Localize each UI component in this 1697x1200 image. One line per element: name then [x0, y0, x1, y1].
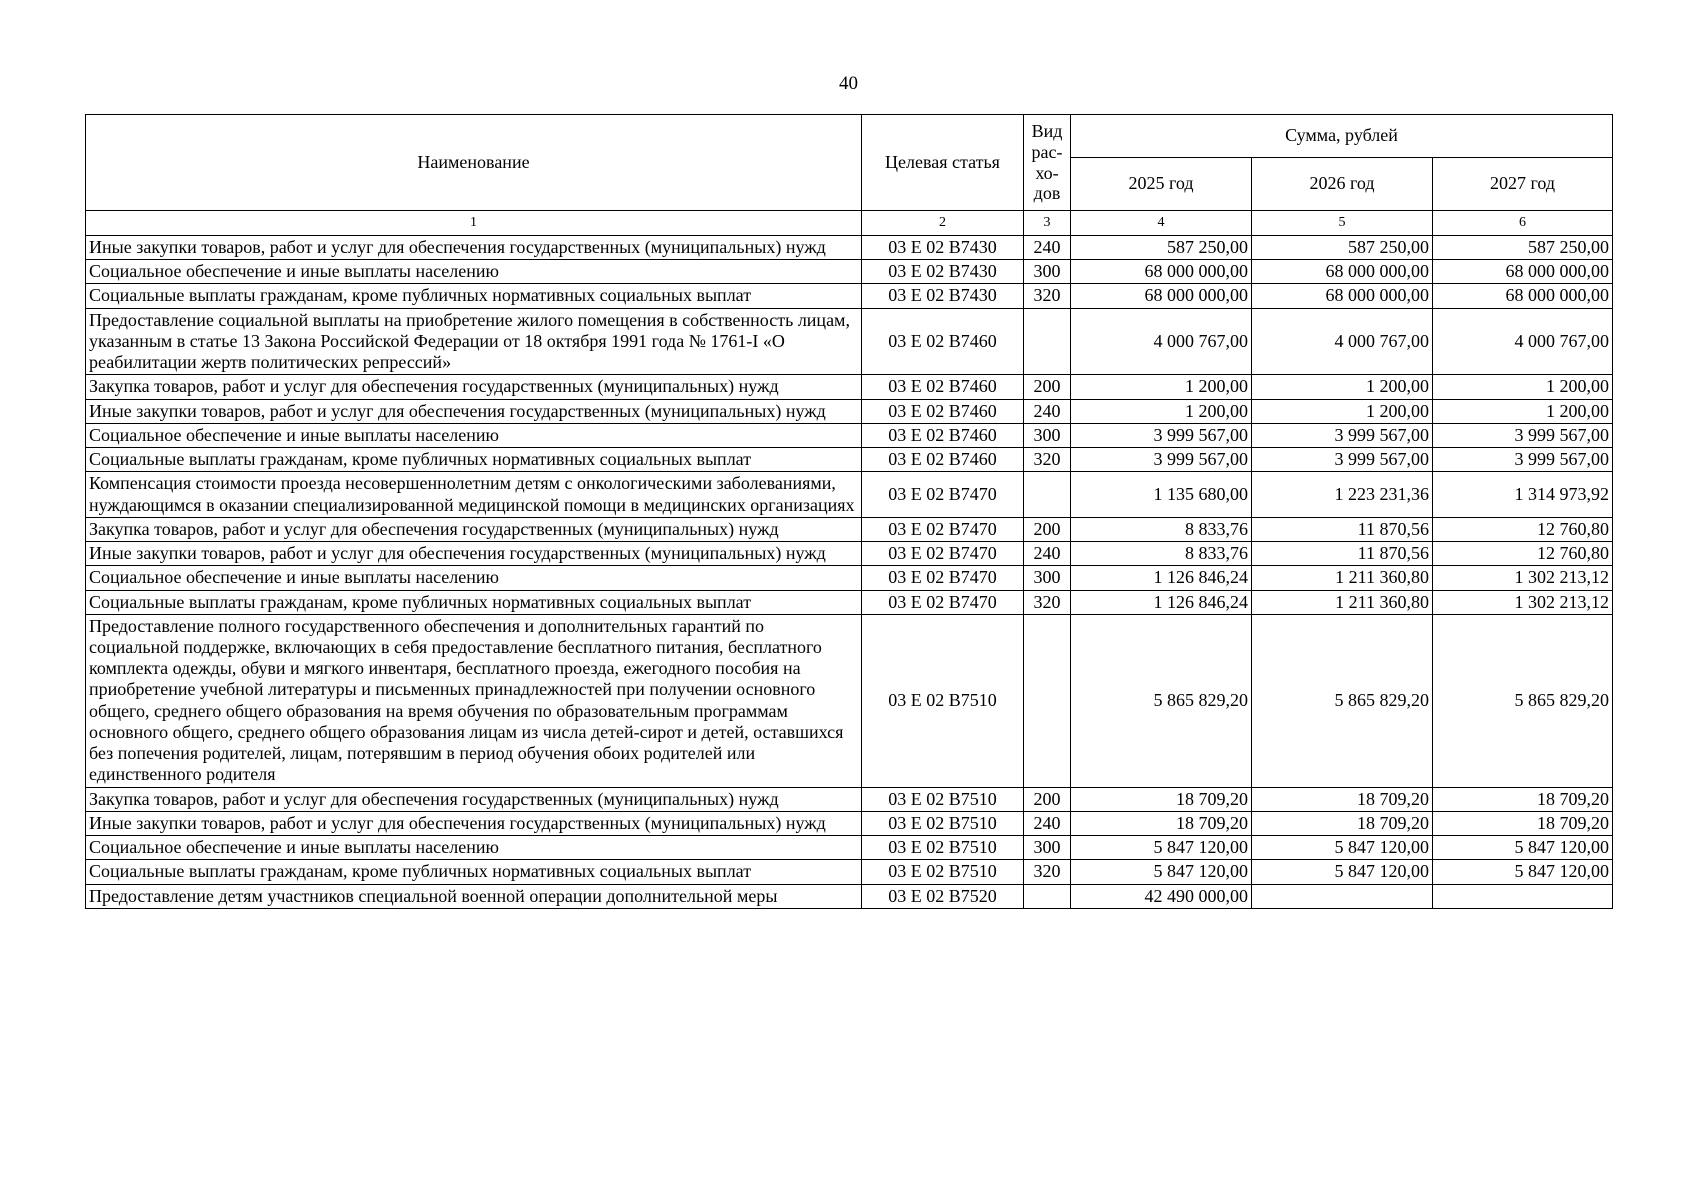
table-row	[86, 542, 1613, 566]
header-type: Вид рас-хо-дов	[1024, 115, 1071, 211]
row-sum-2025: 1 126 846,24	[1071, 590, 1252, 614]
row-name: Закупка товаров, работ и услуг для обеспечения государственных (муниципальных) нужд	[86, 787, 862, 811]
row-name: Иные закупки товаров, работ и услуг для обеспечения государственных (муниципальных) нужд	[86, 236, 862, 260]
table-row	[86, 399, 1613, 423]
row-expense-type	[1024, 472, 1071, 517]
header-name: Наименование	[86, 115, 862, 211]
row-expense-type: 320	[1024, 284, 1071, 308]
column-number: 1	[86, 211, 862, 236]
row-sum-2026: 1 211 360,80	[1252, 566, 1433, 590]
column-number: 5	[1252, 211, 1433, 236]
row-expense-type: 200	[1024, 787, 1071, 811]
row-sum-2025: 42 490 000,00	[1071, 884, 1252, 908]
table-row	[86, 614, 1613, 787]
row-expense-type: 300	[1024, 836, 1071, 860]
row-sum-2026: 3 999 567,00	[1252, 448, 1433, 472]
row-target-article: 03 Е 02 В7470	[862, 517, 1024, 541]
row-expense-type	[1024, 884, 1071, 908]
row-target-article: 03 Е 02 В7510	[862, 614, 1024, 787]
row-sum-2026: 5 847 120,00	[1252, 860, 1433, 884]
row-target-article: 03 Е 02 В7510	[862, 836, 1024, 860]
row-target-article: 03 Е 02 В7460	[862, 399, 1024, 423]
row-sum-2026: 1 200,00	[1252, 399, 1433, 423]
table-row	[86, 884, 1613, 908]
row-target-article: 03 Е 02 В7470	[862, 542, 1024, 566]
row-name: Социальное обеспечение и иные выплаты населению	[86, 260, 862, 284]
row-target-article: 03 Е 02 В7460	[862, 375, 1024, 399]
row-sum-2026: 68 000 000,00	[1252, 260, 1433, 284]
row-name: Социальное обеспечение и иные выплаты населению	[86, 423, 862, 447]
row-target-article: 03 Е 02 В7510	[862, 787, 1024, 811]
row-target-article: 03 Е 02 В7430	[862, 284, 1024, 308]
column-number: 4	[1071, 211, 1252, 236]
budget-table	[85, 114, 1613, 909]
row-sum-2026: 1 223 231,36	[1252, 472, 1433, 517]
row-sum-2026: 1 211 360,80	[1252, 590, 1433, 614]
header-year-2026: 2026 год	[1252, 158, 1433, 211]
row-target-article: 03 Е 02 В7460	[862, 308, 1024, 375]
row-sum-2026: 3 999 567,00	[1252, 423, 1433, 447]
row-expense-type: 300	[1024, 260, 1071, 284]
table-row	[86, 836, 1613, 860]
row-expense-type: 320	[1024, 448, 1071, 472]
row-expense-type: 300	[1024, 566, 1071, 590]
row-target-article: 03 Е 02 В7460	[862, 423, 1024, 447]
row-sum-2027: 68 000 000,00	[1433, 284, 1613, 308]
table-row	[86, 236, 1613, 260]
row-expense-type: 240	[1024, 542, 1071, 566]
row-name: Иные закупки товаров, работ и услуг для обеспечения государственных (муниципальных) нужд	[86, 542, 862, 566]
row-sum-2027: 3 999 567,00	[1433, 448, 1613, 472]
row-sum-2026: 5 847 120,00	[1252, 836, 1433, 860]
row-expense-type: 240	[1024, 399, 1071, 423]
table-row	[86, 308, 1613, 375]
row-sum-2025: 1 200,00	[1071, 399, 1252, 423]
table-row	[86, 472, 1613, 517]
row-target-article: 03 Е 02 В7470	[862, 590, 1024, 614]
row-sum-2025: 18 709,20	[1071, 787, 1252, 811]
row-expense-type: 240	[1024, 236, 1071, 260]
row-sum-2027: 3 999 567,00	[1433, 423, 1613, 447]
row-name: Социальные выплаты гражданам, кроме публичных нормативных социальных выплат	[86, 590, 862, 614]
row-sum-2026	[1252, 884, 1433, 908]
row-sum-2027: 587 250,00	[1433, 236, 1613, 260]
row-sum-2027: 4 000 767,00	[1433, 308, 1613, 375]
row-target-article: 03 Е 02 В7430	[862, 236, 1024, 260]
row-sum-2027: 5 865 829,20	[1433, 614, 1613, 787]
row-sum-2027: 1 200,00	[1433, 375, 1613, 399]
row-sum-2026: 5 865 829,20	[1252, 614, 1433, 787]
column-number: 2	[862, 211, 1024, 236]
row-sum-2027: 18 709,20	[1433, 811, 1613, 835]
row-name: Социальные выплаты гражданам, кроме публичных нормативных социальных выплат	[86, 284, 862, 308]
row-expense-type: 300	[1024, 423, 1071, 447]
row-name: Иные закупки товаров, работ и услуг для обеспечения государственных (муниципальных) нужд	[86, 811, 862, 835]
row-sum-2025: 5 865 829,20	[1071, 614, 1252, 787]
table-row	[86, 260, 1613, 284]
header-sum-group: Сумма, рублей	[1071, 115, 1613, 158]
row-name: Закупка товаров, работ и услуг для обеспечения государственных (муниципальных) нужд	[86, 517, 862, 541]
row-target-article: 03 Е 02 В7470	[862, 566, 1024, 590]
row-name: Закупка товаров, работ и услуг для обеспечения государственных (муниципальных) нужд	[86, 375, 862, 399]
row-target-article: 03 Е 02 В7460	[862, 448, 1024, 472]
column-number: 6	[1433, 211, 1613, 236]
row-name: Предоставление полного государственного обеспечения и дополнительных гарантий по социальной поддержке, включающих в себя предоставление бесплатного питания, бесплатного комплекта одежды, обуви и мягкого инвентаря, бесплатного проезда, ежегодного пособия на приобретение учебной литературы и письменных принадлежностей при получении основного общего, среднего общего образования на время обучения по образовательным программам основного общего, среднего общего образования лицам из числа детей-сирот и детей, оставшихся без попечения родителей, лицам, потерявшим в период обучения обоих родителей или единственного родителя	[86, 614, 862, 787]
row-name: Предоставление социальной выплаты на приобретение жилого помещения в собственность лицам, указанным в статье 13 Закона Российской Федерации от 18 октября 1991 года № 1761-I «О реабилитации жертв политических репрессий»	[86, 308, 862, 375]
row-sum-2026: 11 870,56	[1252, 517, 1433, 541]
row-sum-2027	[1433, 884, 1613, 908]
row-expense-type	[1024, 614, 1071, 787]
table-row	[86, 590, 1613, 614]
row-expense-type: 200	[1024, 517, 1071, 541]
row-expense-type	[1024, 308, 1071, 375]
row-sum-2025: 4 000 767,00	[1071, 308, 1252, 375]
row-sum-2027: 5 847 120,00	[1433, 836, 1613, 860]
row-sum-2025: 5 847 120,00	[1071, 836, 1252, 860]
row-sum-2027: 68 000 000,00	[1433, 260, 1613, 284]
row-name: Предоставление детям участников специальной военной операции дополнительной меры	[86, 884, 862, 908]
table-row	[86, 517, 1613, 541]
row-sum-2025: 3 999 567,00	[1071, 448, 1252, 472]
table-row	[86, 860, 1613, 884]
row-sum-2025: 1 200,00	[1071, 375, 1252, 399]
row-sum-2025: 8 833,76	[1071, 517, 1252, 541]
row-sum-2026: 68 000 000,00	[1252, 284, 1433, 308]
table-row	[86, 448, 1613, 472]
row-target-article: 03 Е 02 В7430	[862, 260, 1024, 284]
header-row	[86, 115, 1613, 158]
row-sum-2026: 18 709,20	[1252, 811, 1433, 835]
column-number: 3	[1024, 211, 1071, 236]
row-name: Иные закупки товаров, работ и услуг для обеспечения государственных (муниципальных) нужд	[86, 399, 862, 423]
row-sum-2027: 12 760,80	[1433, 517, 1613, 541]
row-name: Компенсация стоимости проезда несовершеннолетним детям с онкологическими заболеваниями, нуждающимся в оказании специализированной медицинской помощи в медицинских организациях	[86, 472, 862, 517]
row-expense-type: 320	[1024, 590, 1071, 614]
row-sum-2025: 5 847 120,00	[1071, 860, 1252, 884]
row-target-article: 03 Е 02 В7470	[862, 472, 1024, 517]
row-name: Социальное обеспечение и иные выплаты населению	[86, 836, 862, 860]
row-sum-2025: 1 135 680,00	[1071, 472, 1252, 517]
row-sum-2027: 5 847 120,00	[1433, 860, 1613, 884]
header-code: Целевая статья	[862, 115, 1024, 211]
row-sum-2025: 18 709,20	[1071, 811, 1252, 835]
row-sum-2027: 18 709,20	[1433, 787, 1613, 811]
table-row	[86, 811, 1613, 835]
table-row	[86, 423, 1613, 447]
row-target-article: 03 Е 02 В7510	[862, 860, 1024, 884]
row-sum-2025: 587 250,00	[1071, 236, 1252, 260]
row-sum-2025: 68 000 000,00	[1071, 284, 1252, 308]
header-year-2027: 2027 год	[1433, 158, 1613, 211]
row-sum-2027: 1 302 213,12	[1433, 566, 1613, 590]
row-name: Социальное обеспечение и иные выплаты населению	[86, 566, 862, 590]
row-sum-2025: 1 126 846,24	[1071, 566, 1252, 590]
table-row	[86, 284, 1613, 308]
row-sum-2026: 4 000 767,00	[1252, 308, 1433, 375]
row-sum-2025: 3 999 567,00	[1071, 423, 1252, 447]
row-sum-2027: 1 314 973,92	[1433, 472, 1613, 517]
row-sum-2025: 8 833,76	[1071, 542, 1252, 566]
page-number: 40	[839, 73, 858, 94]
row-name: Социальные выплаты гражданам, кроме публичных нормативных социальных выплат	[86, 860, 862, 884]
header-year-2025: 2025 год	[1071, 158, 1252, 211]
row-sum-2027: 1 302 213,12	[1433, 590, 1613, 614]
row-expense-type: 240	[1024, 811, 1071, 835]
row-sum-2026: 18 709,20	[1252, 787, 1433, 811]
row-name: Социальные выплаты гражданам, кроме публичных нормативных социальных выплат	[86, 448, 862, 472]
table-row	[86, 566, 1613, 590]
row-target-article: 03 Е 02 В7510	[862, 811, 1024, 835]
table-row	[86, 375, 1613, 399]
column-number-row	[86, 211, 1613, 236]
row-sum-2026: 1 200,00	[1252, 375, 1433, 399]
row-target-article: 03 Е 02 В7520	[862, 884, 1024, 908]
table-body	[86, 236, 1613, 909]
row-sum-2025: 68 000 000,00	[1071, 260, 1252, 284]
row-sum-2027: 12 760,80	[1433, 542, 1613, 566]
row-sum-2026: 587 250,00	[1252, 236, 1433, 260]
row-expense-type: 320	[1024, 860, 1071, 884]
row-sum-2026: 11 870,56	[1252, 542, 1433, 566]
row-sum-2027: 1 200,00	[1433, 399, 1613, 423]
table-row	[86, 787, 1613, 811]
row-expense-type: 200	[1024, 375, 1071, 399]
